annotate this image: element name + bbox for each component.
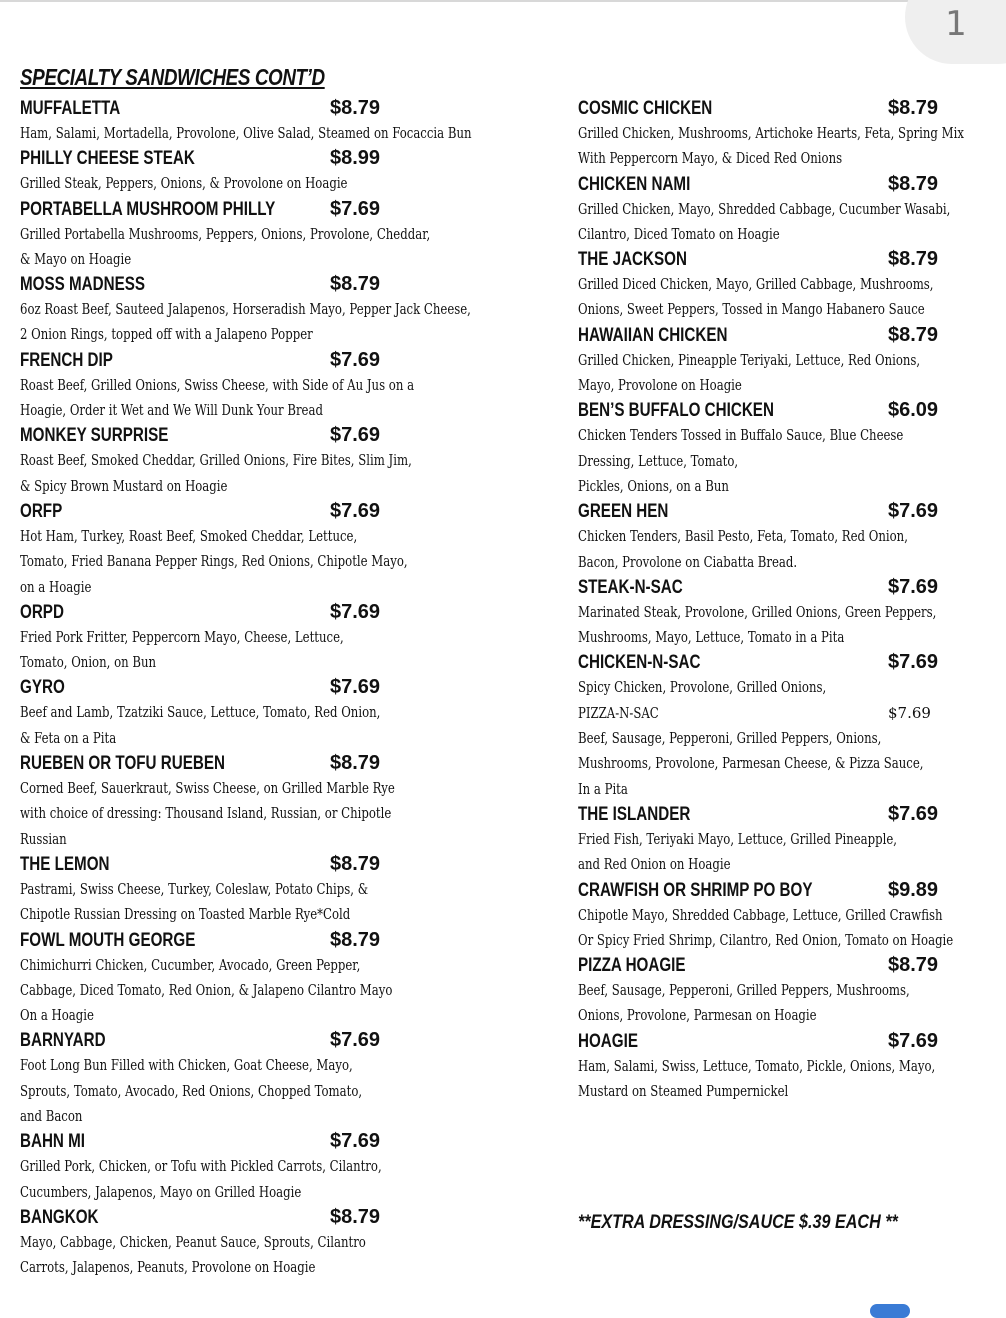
menu-item-description: & Spicy Brown Mustard on Hoagie xyxy=(20,476,228,495)
menu-item-header xyxy=(20,272,490,297)
menu-item xyxy=(578,953,998,1029)
menu-item xyxy=(578,878,998,954)
menu-item-price: $7.69 xyxy=(330,1029,381,1052)
menu-item-description: Grilled Chicken, Mushrooms, Artichoke Hearts, Feta, Spring Mix xyxy=(578,124,964,142)
menu-item xyxy=(578,1029,998,1105)
menu-item-header xyxy=(578,172,998,197)
menu-item xyxy=(20,675,490,751)
menu-item-name: RUEBEN OR TOFU RUEBEN xyxy=(20,753,225,775)
menu-item-price: $7.69 xyxy=(330,499,381,522)
menu-item xyxy=(578,802,998,878)
menu-item-description: Ham, Salami, Swiss, Lettuce, Tomato, Pickle, Onions, Mayo, xyxy=(578,1056,936,1075)
menu-item-name: THE ISLANDER xyxy=(578,803,691,825)
menu-item-header xyxy=(578,398,998,423)
menu-item-name: BAHN MI xyxy=(20,1131,86,1153)
menu-item-header xyxy=(20,675,490,700)
menu-item xyxy=(578,575,998,651)
menu-item-price: $8.79 xyxy=(330,752,381,775)
menu-item-price: $8.99 xyxy=(330,147,381,170)
menu-item xyxy=(20,928,490,1029)
menu-item-name: PIZZA HOAGIE xyxy=(578,955,686,977)
menu-item-name: THE JACKSON xyxy=(578,249,687,271)
menu-item-price: $9.89 xyxy=(888,878,939,901)
menu-item-header xyxy=(578,1029,998,1054)
menu-item-price: $8.79 xyxy=(888,954,939,977)
menu-item-description: Russian xyxy=(20,829,67,848)
menu-item-name: HAWAIIAN CHICKEN xyxy=(578,324,728,346)
menu-item-description: Chicken Tenders, Basil Pesto, Feta, Tomato, Red Onion, xyxy=(578,527,908,546)
menu-item xyxy=(578,650,998,700)
menu-item-price: $6.09 xyxy=(888,399,939,422)
menu-item-description: Pickles, Onions, on a Bun xyxy=(578,476,729,495)
menu-item-name: FRENCH DIP xyxy=(20,349,113,371)
menu-item-name: CRAWFISH OR SHRIMP PO BOY xyxy=(578,879,813,901)
menu-item-price: $8.79 xyxy=(330,1205,381,1228)
menu-item-header xyxy=(20,197,490,222)
page-number: 1 xyxy=(945,4,967,44)
menu-item-description: Spicy Chicken, Provolone, Grilled Onions, xyxy=(578,678,827,697)
menu-item-price: $8.79 xyxy=(330,852,381,875)
menu-item xyxy=(20,852,490,928)
extra-sauce-note: **EXTRA DRESSING/SAUCE $.39 EACH ** xyxy=(578,1212,898,1233)
menu-item xyxy=(20,197,490,273)
menu-item-price: $7.69 xyxy=(888,651,939,674)
menu-item-description: Chicken Tenders Tossed in Buffalo Sauce, Blue Cheese xyxy=(578,426,904,445)
menu-item-description: Tomato, Onion, on Bun xyxy=(20,653,157,672)
menu-item-price: $7.69 xyxy=(330,676,381,699)
menu-item-description: 2 Onion Rings, topped off with a Jalapeno Popper xyxy=(20,325,313,344)
menu-item-description: Hoagie, Order it Wet and We Will Dunk Your Bread xyxy=(20,401,323,420)
menu-item-description: Grilled Diced Chicken, Mayo, Grilled Cabbage, Mushrooms, xyxy=(578,275,934,294)
menu-item-header xyxy=(20,348,490,373)
menu-item-description: Pastrami, Swiss Cheese, Turkey, Coleslaw, Potato Chips, & xyxy=(20,879,369,898)
menu-item-name: HOAGIE xyxy=(578,1030,638,1052)
menu-item xyxy=(20,751,490,852)
menu-item xyxy=(20,1129,490,1205)
menu-item-header xyxy=(578,575,998,600)
menu-item-name: ORFP xyxy=(20,500,63,522)
menu-item-header xyxy=(578,650,998,675)
menu-item-description: Beef, Sausage, Pepperoni, Grilled Peppers, Mushrooms, xyxy=(578,981,910,1000)
menu-item-header xyxy=(578,802,998,827)
menu-item-name: GYRO xyxy=(20,677,65,699)
scroll-indicator xyxy=(870,1304,910,1318)
menu-item-description: Mayo, Cabbage, Chicken, Peanut Sauce, Sprouts, Cilantro xyxy=(20,1232,366,1251)
menu-item-header xyxy=(20,499,490,524)
menu-item-header xyxy=(20,1129,490,1154)
menu-item-header xyxy=(20,146,490,171)
menu-item xyxy=(20,146,490,196)
menu-item-price: $8.79 xyxy=(888,323,939,346)
menu-item-price: $7.69 xyxy=(888,500,939,523)
menu-item xyxy=(578,323,998,399)
menu-item xyxy=(20,1028,490,1129)
menu-item-name: GREEN HEN xyxy=(578,501,669,523)
menu-item-description: Cilantro, Diced Tomato on Hoagie xyxy=(578,224,780,243)
menu-item-name: MUFFALETTA xyxy=(20,98,121,119)
menu-item-description: With Peppercorn Mayo, & Diced Red Onions xyxy=(578,149,843,168)
menu-item-header xyxy=(578,499,998,524)
menu-item-description: Fried Pork Fritter, Peppercorn Mayo, Cheese, Lettuce, xyxy=(20,627,344,646)
menu-item-price: $7.69 xyxy=(888,703,931,722)
menu-item-description: Grilled Chicken, Mayo, Shredded Cabbage, Cucumber Wasabi, xyxy=(578,199,951,218)
menu-item-description: Bacon, Provolone on Ciabatta Bread. xyxy=(578,552,798,571)
top-border xyxy=(0,0,1006,2)
menu-item-description: Tomato, Fried Banana Pepper Rings, Red Onions, Chipotle Mayo, xyxy=(20,552,408,571)
menu-item-description: Grilled Steak, Peppers, Onions, & Provolone on Hoagie xyxy=(20,174,348,193)
menu-item-description: Mushrooms, Mayo, Lettuce, Tomato in a Pita xyxy=(578,628,845,647)
menu-item-price: $7.69 xyxy=(330,1130,381,1153)
menu-item xyxy=(20,272,490,348)
menu-item-name: THE LEMON xyxy=(20,853,110,875)
menu-item xyxy=(578,499,998,575)
menu-item-description: On a Hoagie xyxy=(20,1006,94,1025)
menu-item-name: MOSS MADNESS xyxy=(20,274,145,296)
menu-item-name: MONKEY SURPRISE xyxy=(20,425,169,447)
menu-item-price: $7.69 xyxy=(330,348,381,371)
menu-item xyxy=(578,701,998,802)
menu-item-price: $8.79 xyxy=(888,172,939,195)
menu-item-price: $8.79 xyxy=(330,273,381,296)
menu-item-header xyxy=(20,751,490,776)
menu-item-description: In a Pita xyxy=(578,779,628,798)
menu-item-description: Beef and Lamb, Tzatziki Sauce, Lettuce, Tomato, Red Onion, xyxy=(20,703,381,722)
menu-item-description: Hot Ham, Turkey, Roast Beef, Smoked Cheddar, Lettuce, xyxy=(20,526,358,545)
menu-item-name: STEAK-N-SAC xyxy=(578,576,683,598)
menu-item-description: & Feta on a Pita xyxy=(20,728,117,747)
menu-item-description: 6oz Roast Beef, Sauteed Jalapenos, Horseradish Mayo, Pepper Jack Cheese, xyxy=(20,300,471,319)
menu-item-name: PORTABELLA MUSHROOM PHILLY xyxy=(20,198,276,220)
menu-item-header xyxy=(578,323,998,348)
section-title: SPECIALTY SANDWICHES CONT’D xyxy=(20,64,325,90)
menu-item-description: Beef, Sausage, Pepperoni, Grilled Peppers, Onions, xyxy=(578,729,882,748)
menu-item-header xyxy=(20,928,490,953)
menu-item-description: Ham, Salami, Mortadella, Provolone, Olive Salad, Steamed on Focaccia Bun xyxy=(20,124,472,142)
menu-item-description: Corned Beef, Sauerkraut, Swiss Cheese, on Grilled Marble Rye xyxy=(20,779,395,798)
menu-item-header xyxy=(20,423,490,448)
menu-item-description: Chipotle Mayo, Shredded Cabbage, Lettuce, Grilled Crawfish xyxy=(578,905,943,924)
menu-item-header xyxy=(20,96,490,121)
menu-item-price: $7.69 xyxy=(888,575,939,598)
menu-item-description: Roast Beef, Grilled Onions, Swiss Cheese, with Side of Au Jus on a xyxy=(20,375,415,394)
menu-item-name: CHICKEN NAMI xyxy=(578,173,691,195)
menu-item-description: Chipotle Russian Dressing on Toasted Marble Rye*Cold xyxy=(20,905,351,924)
menu-item xyxy=(578,247,998,323)
menu-item-description: Dressing, Lettuce, Tomato, xyxy=(578,451,739,470)
menu-item-description: Onions, Provolone, Parmesan on Hoagie xyxy=(578,1006,817,1025)
menu-item xyxy=(20,96,490,146)
menu-item-price: $7.69 xyxy=(888,1029,939,1052)
menu-item-price: $8.79 xyxy=(330,97,381,119)
menu-item-description: Fried Fish, Teriyaki Mayo, Lettuce, Grilled Pineapple, xyxy=(578,829,898,848)
menu-item-name: ORPD xyxy=(20,601,64,623)
menu-item-header xyxy=(578,878,998,903)
menu-item-price: $7.69 xyxy=(330,424,381,447)
menu-item-name: CHICKEN-N-SAC xyxy=(578,652,701,674)
menu-item-name: BARNYARD xyxy=(20,1030,106,1052)
menu-item-name: PIZZA-N-SAC xyxy=(578,703,659,722)
menu-item-description: on a Hoagie xyxy=(20,577,92,596)
menu-item-description: Mushrooms, Provolone, Parmesan Cheese, & Pizza Sauce, xyxy=(578,754,924,773)
menu-item-header xyxy=(578,247,998,272)
menu-item-header xyxy=(578,701,998,726)
menu-item-header xyxy=(20,852,490,877)
menu-item xyxy=(578,172,998,248)
menu-item xyxy=(20,600,490,676)
menu-item-description: Cabbage, Diced Tomato, Red Onion, & Jalapeno Cilantro Mayo xyxy=(20,980,393,999)
menu-item-description: and Red Onion on Hoagie xyxy=(578,855,731,874)
menu-item-header xyxy=(578,96,998,121)
menu-item-name: BANGKOK xyxy=(20,1206,99,1228)
menu-item-description: Roast Beef, Smoked Cheddar, Grilled Onions, Fire Bites, Slim Jim, xyxy=(20,451,412,470)
menu-item-price: $8.79 xyxy=(888,248,939,271)
menu-item-description: Or Spicy Fried Shrimp, Cilantro, Red Onion, Tomato on Hoagie xyxy=(578,930,954,949)
menu-item-name: FOWL MOUTH GEORGE xyxy=(20,929,196,951)
menu-item-description: Grilled Pork, Chicken, or Tofu with Pickled Carrots, Cilantro, xyxy=(20,1157,382,1176)
menu-item-description: Onions, Sweet Peppers, Tossed in Mango Habanero Sauce xyxy=(578,300,925,319)
menu-item-description: Grilled Chicken, Pineapple Teriyaki, Lettuce, Red Onions, xyxy=(578,350,921,369)
menu-item-header xyxy=(20,1205,490,1230)
menu-item-header xyxy=(20,600,490,625)
menu-item-description: Mayo, Provolone on Hoagie xyxy=(578,376,742,395)
menu-item-description: & Mayo on Hoagie xyxy=(20,249,132,268)
menu-item xyxy=(20,1205,490,1281)
menu-item-description: Foot Long Bun Filled with Chicken, Goat Cheese, Mayo, xyxy=(20,1056,353,1075)
menu-item-header xyxy=(578,953,998,978)
menu-item-name: COSMIC CHICKEN xyxy=(578,98,713,119)
menu-item-description: and Bacon xyxy=(20,1107,83,1126)
menu-item-description: Cucumbers, Jalapenos, Mayo on Grilled Hoagie xyxy=(20,1182,302,1201)
menu-item-description: Carrots, Jalapenos, Peanuts, Provolone on Hoagie xyxy=(20,1258,316,1277)
menu-item-description: Sprouts, Tomato, Avocado, Red Onions, Chopped Tomato, xyxy=(20,1081,363,1100)
menu-item xyxy=(20,348,490,424)
menu-item-description: Mustard on Steamed Pumpernickel xyxy=(578,1082,789,1101)
menu-item-description: Marinated Steak, Provolone, Grilled Onions, Green Peppers, xyxy=(578,602,937,621)
menu-item-price: $7.69 xyxy=(330,197,381,220)
menu-item-price: $8.79 xyxy=(330,928,381,951)
menu-item xyxy=(20,499,490,600)
menu-item-header xyxy=(20,1028,490,1053)
menu-item-description: with choice of dressing: Thousand Island, Russian, or Chipotle xyxy=(20,804,392,823)
menu-column-left xyxy=(20,96,490,1281)
menu-item-name: PHILLY CHEESE STEAK xyxy=(20,148,195,170)
menu-item-price: $7.69 xyxy=(888,802,939,825)
menu-item-price: $8.79 xyxy=(888,97,939,119)
menu-item xyxy=(578,398,998,499)
menu-item xyxy=(578,96,998,172)
menu-column-right xyxy=(578,96,998,1104)
menu-item xyxy=(20,423,490,499)
menu-item-description: Chimichurri Chicken, Cucumber, Avocado, Green Pepper, xyxy=(20,955,361,974)
menu-item-price: $7.69 xyxy=(330,600,381,623)
menu-item-description: Grilled Portabella Mushrooms, Peppers, Onions, Provolone, Cheddar, xyxy=(20,224,431,243)
menu-item-name: BEN’S BUFFALO CHICKEN xyxy=(578,400,774,422)
